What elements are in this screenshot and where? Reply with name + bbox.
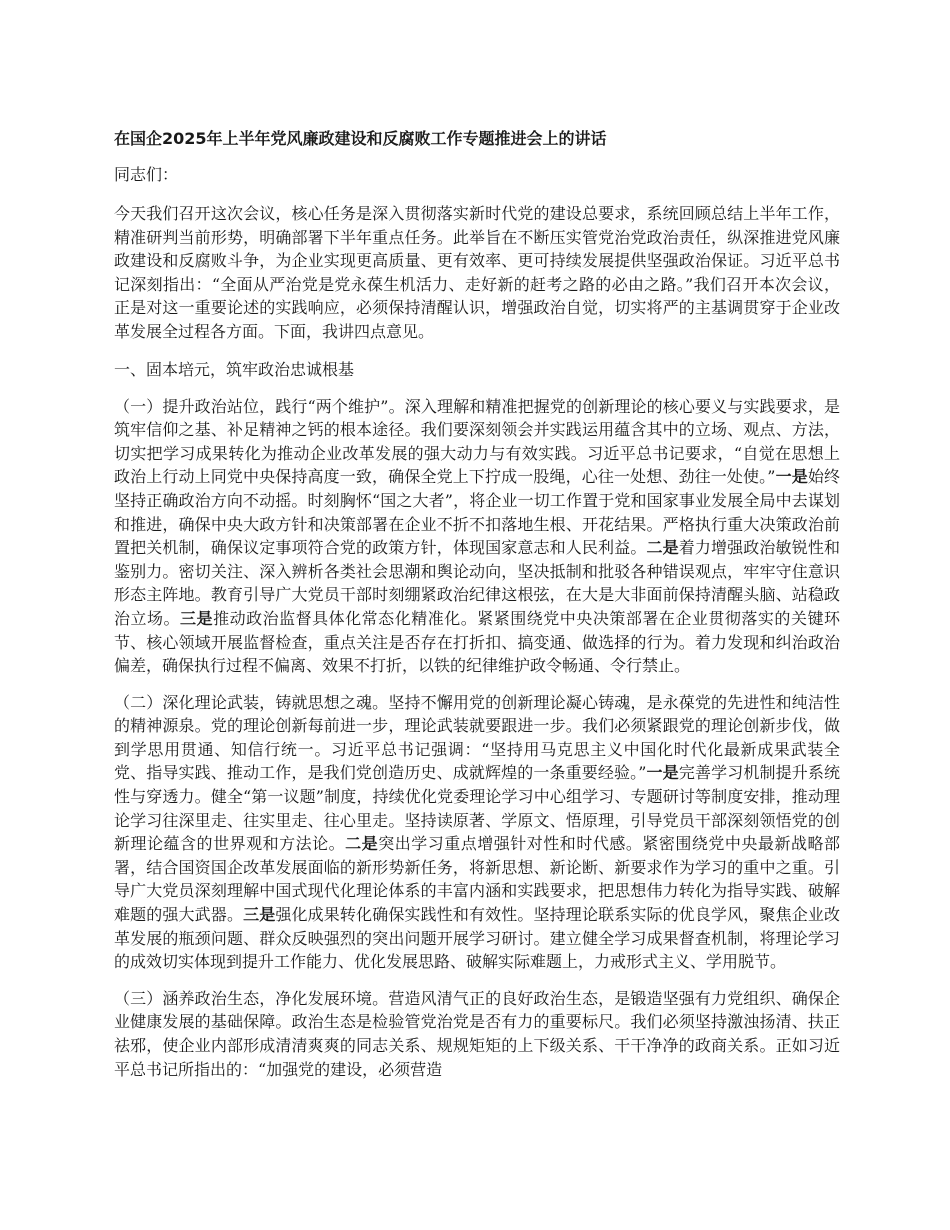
paragraph-2-point-3: 三是 bbox=[243, 905, 276, 925]
paragraph-1-text-a: （一）提升政治站位，践行“两个维护”。深入理解和精准把握党的创新理论的核心要义与实践要求，是筑牢信仰之基、补足精神之钙的根本途径。我们要深刻领会并实践运用蕴含其中的立场、观点、方法，切实把学习成果转化为推动企业改革发展的强大动力与有效实践。习近平总书记要求，“自觉在思想上政治上行动上同党中央保持高度一致，确保全党上下拧成一股绳，心往一处想、劲往一处使。” bbox=[114, 396, 840, 487]
paragraph-2-text-b: 完善学习机制提升系统性与穿透力。健全“第一议题”制度，持续优化党委理论学习中心组学习、专题研讨等制度安排，推动理论学习往深里走、往实里走、往心里走。坚持读原著、学原文、悟原理，引导党员干部深刻领悟党的创新理论蕴含的世界观和方法论。 bbox=[114, 763, 840, 854]
paragraph-2-point-2: 二是 bbox=[345, 834, 379, 854]
paragraph-1-text-b: 始终坚持正确政治方向不动摇。时刻胸怀“国之大者”，将企业一切工作置于党和国家事业发展全局中去谋划和推进，确保中央大政方针和决策部署在企业不折不扣落地生根、开花结果。严格执行重大决策政治前置把关机制，确保议定事项符合党的政策方针，体现国家意志和人民利益。 bbox=[114, 467, 840, 558]
paragraph-2-text-a: （二）深化理论武装，铸就思想之魂。坚持不懈用党的创新理论凝心铸魂，是永葆党的先进性和纯洁性的精神源泉。党的理论创新每前进一步，理论武装就要跟进一步。我们必须紧跟党的理论创新步伐，做到学思用贯通、知信行统一。习近平总书记强调：“坚持用马克思主义中国化时代化最新成果武装全党、指导实践、推动工作，是我们党创造历史、成就辉煌的一条重要经验。” bbox=[114, 692, 840, 783]
paragraph-1-point-1: 一是 bbox=[775, 467, 808, 487]
paragraph-2 bbox=[114, 691, 840, 974]
paragraph-2-point-1: 一是 bbox=[646, 763, 679, 783]
paragraph-1-text-c: 着力增强政治敏锐性和鉴别力。密切关注、深入辨析各类社会思潮和舆论动向，坚决抵制和批驳各种错误观点，牢牢守住意识形态主阵地。教育引导广大党员干部时刻绷紧政治纪律这根弦，在大是大非面前保持清醒头脑、站稳政治立场。 bbox=[114, 538, 840, 628]
intro-paragraph: 今天我们召开这次会议，核心任务是深入贯彻落实新时代党的建设总要求，系统回顾总结上半年工作，精准研判当前形势，明确部署下半年重点任务。此举旨在不断压实管党治党政治责任，纵深推进党风廉政建设和反腐败斗争，为企业实现更高质量、更有效率、更可持续发展提供坚强政治保证。习近平总书记深刻指出：“全面从严治党是党永葆生机活力、走好新的赶考之路的必由之路。”我们召开本次会议，正是对这一重要论述的实践响应，必须保持清醒认识，增强政治自觉，切实将严的主基调贯穿于企业改革发展全过程各方面。下面，我讲四点意见。 bbox=[114, 204, 840, 341]
section-heading-1: 一、固本培元，筑牢政治忠诚根基 bbox=[114, 359, 355, 379]
paragraph-2-text-c: 突出学习重点增强针对性和时代感。紧密围绕党中央最新战略部署，结合国资国企改革发展面临的新形势新任务，将新思想、新论断、新要求作为学习的重中之重。引导广大党员深刻理解中国式现代化理论体系的丰富内涵和实践要求，把思想伟力转化为指导实践、破解难题的强大武器。 bbox=[114, 834, 840, 925]
paragraph-1-point-2: 二是 bbox=[646, 538, 679, 558]
paragraph-2-text-d: 强化成果转化确保实践性和有效性。坚持理论联系实际的优良学风，聚焦企业改革发展的瓶颈问题、群众反映强烈的突出问题开展学习研讨。建立健全学习成果督查机制，将理论学习的成效切实体现到提升工作能力、优化发展思路、破解实际难题上，力戒形式主义、学用脱节。 bbox=[114, 905, 840, 972]
document-page bbox=[114, 126, 840, 1094]
salutation: 同志们： bbox=[114, 165, 179, 184]
paragraph-1-text-d: 推动政治监督具体化常态化精准化。紧紧围绕党中央决策部署在企业贯彻落实的关键环节、核心领域开展监督检查，重点关注是否存在打折扣、搞变通、做选择的行为。着力发现和纠治政治偏差，确保执行过程不偏离、效果不打折，以铁的纪律维护政令畅通、令行禁止。 bbox=[114, 608, 840, 676]
paragraph-3: （三）涵养政治生态，净化发展环境。营造风清气正的良好政治生态，是锻造坚强有力党组织、确保企业健康发展的基础保障。政治生态是检验管党治党是否有力的重要标尺。我们必须坚持激浊扬清、扶正祛邪，使企业内部形成清清爽爽的同志关系、规规矩矩的上下级关系、干干净净的政商关系。正如习近平总书记所指出的：“加强党的建设，必须营造 bbox=[114, 988, 840, 1079]
document-title: 在国企2025年上半年党风廉政建设和反腐败工作专题推进会上的讲话 bbox=[114, 129, 607, 148]
paragraph-1-point-3: 三是 bbox=[180, 608, 214, 628]
paragraph-1 bbox=[114, 395, 840, 678]
